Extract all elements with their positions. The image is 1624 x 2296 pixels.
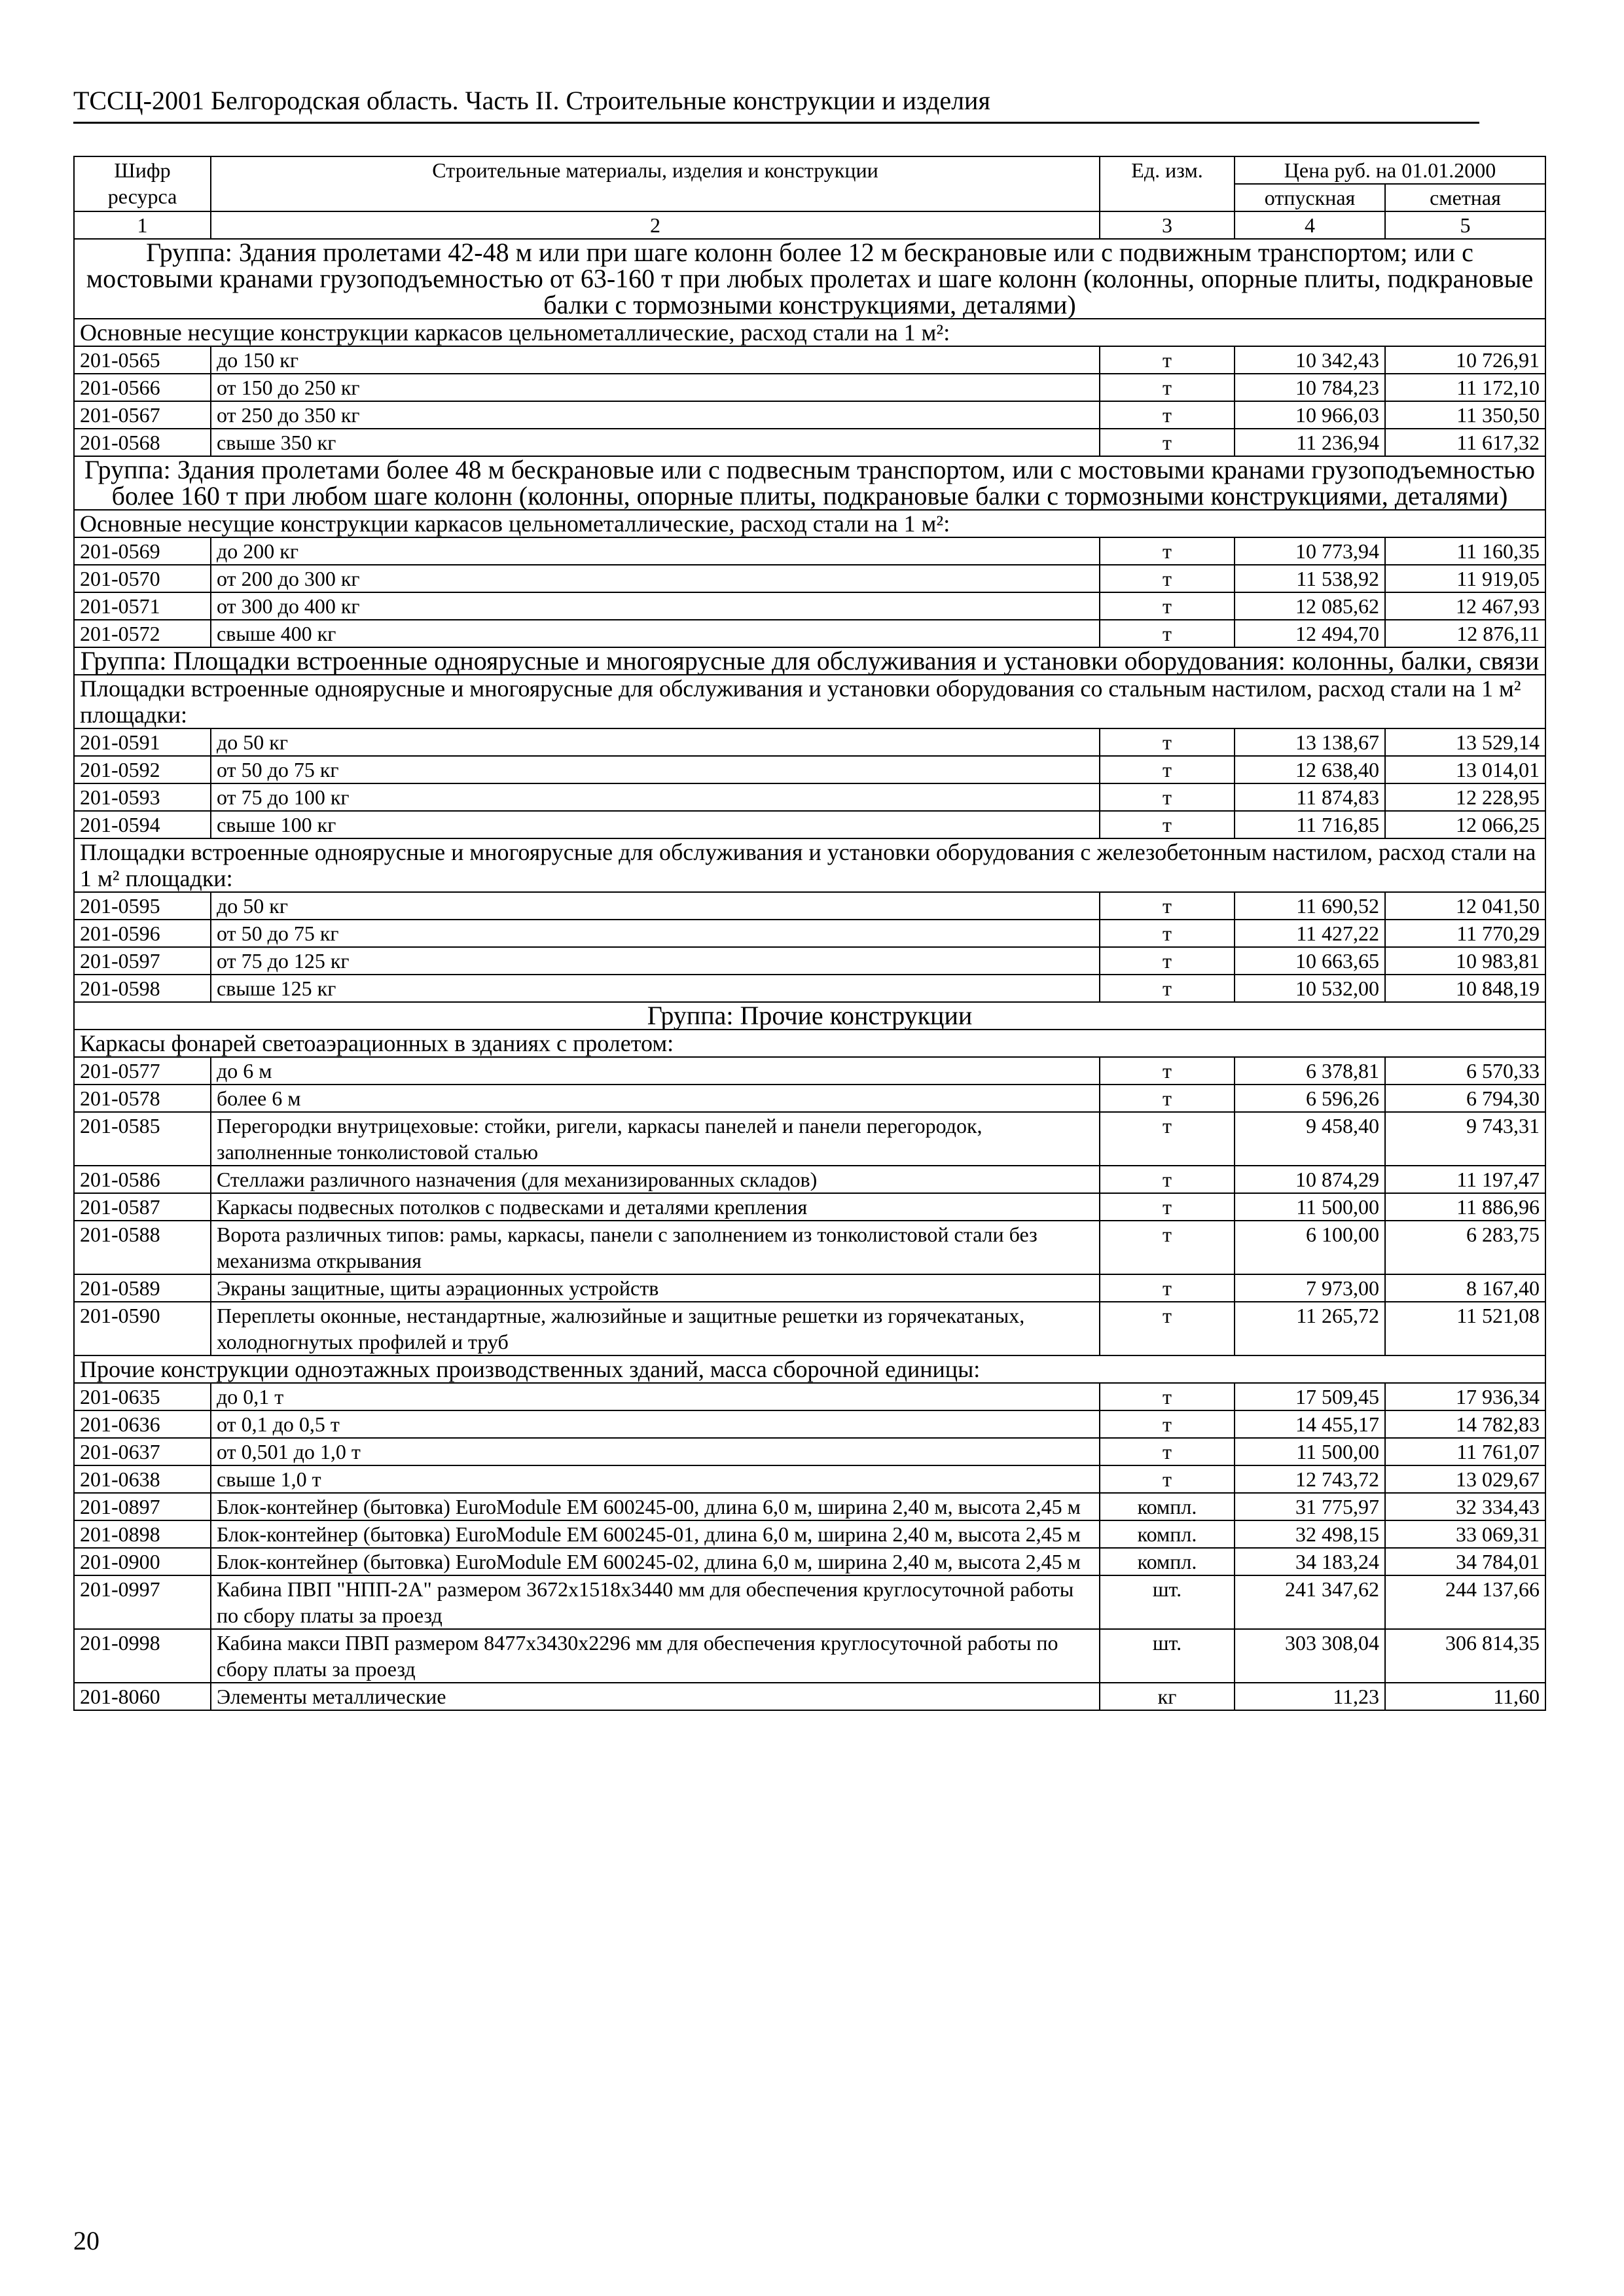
col-unit-header: Ед. изм. [1100,156,1235,211]
estimate-price: 6 570,33 [1385,1057,1545,1085]
estimate-price: 14 782,83 [1385,1410,1545,1438]
release-price: 12 638,40 [1235,756,1385,783]
release-price: 32 498,15 [1235,1520,1385,1548]
resource-code: 201-0595 [74,892,211,920]
group-title: Группа: Здания пролетами 42-48 м или при шаге колонн более 12 м бескрановые или с подвижным транспортом; или с мостовыми кранами грузоподъемностью от 63-160 т при любых пролетах и шаге колонн (колонны, опорные плиты, подкрановые балки с тормозными конструкциями, деталями) [74,239,1545,319]
release-price: 6 100,00 [1235,1221,1385,1274]
subgroup-title: Площадки встроенные одноярусные и многоярусные для обслуживания и установки оборудования с железобетонным настилом, расход стали на 1 м² площадки: [74,838,1545,892]
release-price: 9 458,40 [1235,1112,1385,1166]
table-row [74,728,1545,756]
resource-code: 201-0569 [74,537,211,565]
resource-code: 201-8060 [74,1683,211,1710]
item-name: Кабина ПВП "НПП-2А" размером 3672х1518х3440 мм для обеспечения круглосуточной работы по сбору платы за проезд [211,1575,1100,1629]
estimate-price: 12 228,95 [1385,783,1545,811]
item-name: от 0,1 до 0,5 т [211,1410,1100,1438]
item-name: Блок-контейнер (бытовка) EuroModule EM 600245-00, длина 6,0 м, ширина 2,40 м, высота 2,45 м [211,1493,1100,1520]
item-name: до 0,1 т [211,1383,1100,1410]
price-table [73,156,1546,1711]
estimate-price: 34 784,01 [1385,1548,1545,1575]
resource-code: 201-0593 [74,783,211,811]
resource-code: 201-0597 [74,947,211,975]
estimate-price: 12 041,50 [1385,892,1545,920]
resource-code: 201-0897 [74,1493,211,1520]
item-name: Каркасы подвесных потолков с подвесками и деталями крепления [211,1193,1100,1221]
release-price: 11 716,85 [1235,811,1385,838]
table-row [74,374,1545,401]
unit-cell: т [1100,346,1235,374]
estimate-price: 11 160,35 [1385,537,1545,565]
group-title: Группа: Прочие конструкции [74,1002,1545,1030]
table-row [74,1057,1545,1085]
item-name: от 75 до 100 кг [211,783,1100,811]
unit-cell: т [1100,1221,1235,1274]
item-name: от 50 до 75 кг [211,756,1100,783]
resource-code: 201-0568 [74,429,211,456]
resource-code: 201-0565 [74,346,211,374]
unit-cell: т [1100,374,1235,401]
unit-cell: т [1100,620,1235,647]
item-name: от 0,501 до 1,0 т [211,1438,1100,1465]
estimate-price: 8 167,40 [1385,1274,1545,1302]
item-name: от 200 до 300 кг [211,565,1100,592]
table-row [74,1410,1545,1438]
unit-cell: т [1100,401,1235,429]
release-price: 10 966,03 [1235,401,1385,429]
table-row [74,1438,1545,1465]
table-row [74,1166,1545,1193]
subgroup-title: Основные несущие конструкции каркасов цельнометаллические, расход стали на 1 м²: [74,510,1545,537]
subgroup-row [74,510,1545,537]
table-row [74,1302,1545,1355]
group-title-row [74,239,1545,319]
release-price: 34 183,24 [1235,1548,1385,1575]
resource-code: 201-0585 [74,1112,211,1166]
unit-cell: шт. [1100,1629,1235,1683]
item-name: от 50 до 75 кг [211,920,1100,947]
item-name: до 150 кг [211,346,1100,374]
unit-cell: т [1100,565,1235,592]
subgroup-row [74,319,1545,346]
subgroup-row [74,1355,1545,1383]
subgroup-row [74,675,1545,728]
release-price: 7 973,00 [1235,1274,1385,1302]
estimate-price: 11,60 [1385,1683,1545,1710]
unit-cell: т [1100,537,1235,565]
table-row [74,892,1545,920]
release-price: 11 265,72 [1235,1302,1385,1355]
resource-code: 201-0997 [74,1575,211,1629]
item-name: от 250 до 350 кг [211,401,1100,429]
unit-cell: т [1100,1274,1235,1302]
unit-cell: компл. [1100,1493,1235,1520]
item-name: до 6 м [211,1057,1100,1085]
resource-code: 201-0898 [74,1520,211,1548]
table-row [74,1085,1545,1112]
resource-code: 201-0598 [74,975,211,1002]
release-price: 12 743,72 [1235,1465,1385,1493]
estimate-price: 17 936,34 [1385,1383,1545,1410]
release-price: 241 347,62 [1235,1575,1385,1629]
item-name: Переплеты оконные, нестандартные, жалюзийные и защитные решетки из горячекатаных, холодногнутых профилей и труб [211,1302,1100,1355]
col-number: 3 [1100,211,1235,239]
group-title-row [74,647,1545,675]
col-number: 5 [1385,211,1545,239]
release-price: 12 494,70 [1235,620,1385,647]
resource-code: 201-0635 [74,1383,211,1410]
item-name: до 50 кг [211,892,1100,920]
resource-code: 201-0998 [74,1629,211,1683]
resource-code: 201-0591 [74,728,211,756]
col-code-header: Шифр ресурса [74,156,211,211]
table-row [74,756,1545,783]
estimate-price: 10 983,81 [1385,947,1545,975]
col-number: 4 [1235,211,1385,239]
unit-cell: т [1100,756,1235,783]
estimate-price: 244 137,66 [1385,1575,1545,1629]
unit-cell: т [1100,1410,1235,1438]
unit-cell: т [1100,1085,1235,1112]
unit-cell: т [1100,1193,1235,1221]
col-number: 1 [74,211,211,239]
estimate-price: 11 521,08 [1385,1302,1545,1355]
resource-code: 201-0572 [74,620,211,647]
release-price: 11 874,83 [1235,783,1385,811]
table-row [74,401,1545,429]
unit-cell: т [1100,1438,1235,1465]
resource-code: 201-0590 [74,1302,211,1355]
unit-cell: т [1100,947,1235,975]
estimate-price: 11 617,32 [1385,429,1545,456]
resource-code: 201-0571 [74,592,211,620]
unit-cell: кг [1100,1683,1235,1710]
estimate-price: 9 743,31 [1385,1112,1545,1166]
release-price: 303 308,04 [1235,1629,1385,1683]
resource-code: 201-0594 [74,811,211,838]
release-price: 10 663,65 [1235,947,1385,975]
table-row [74,1465,1545,1493]
item-name: от 300 до 400 кг [211,592,1100,620]
release-price: 11 538,92 [1235,565,1385,592]
release-price: 6 378,81 [1235,1057,1385,1085]
subgroup-row [74,1030,1545,1057]
table-row [74,783,1545,811]
subgroup-title: Прочие конструкции одноэтажных производственных зданий, масса сборочной единицы: [74,1355,1545,1383]
unit-cell: т [1100,1302,1235,1355]
resource-code: 201-0577 [74,1057,211,1085]
table-row [74,429,1545,456]
release-price: 14 455,17 [1235,1410,1385,1438]
estimate-price: 11 197,47 [1385,1166,1545,1193]
estimate-price: 12 467,93 [1385,592,1545,620]
unit-cell: т [1100,920,1235,947]
estimate-price: 6 794,30 [1385,1085,1545,1112]
release-price: 17 509,45 [1235,1383,1385,1410]
release-price: 11 690,52 [1235,892,1385,920]
release-price: 12 085,62 [1235,592,1385,620]
resource-code: 201-0589 [74,1274,211,1302]
group-title-row [74,456,1545,510]
column-number-row [74,211,1545,239]
release-price: 11 500,00 [1235,1438,1385,1465]
estimate-price: 11 886,96 [1385,1193,1545,1221]
subgroup-title: Площадки встроенные одноярусные и многоярусные для обслуживания и установки оборудования со стальным настилом, расход стали на 1 м² площадки: [74,675,1545,728]
item-name: от 150 до 250 кг [211,374,1100,401]
unit-cell: т [1100,1057,1235,1085]
estimate-price: 11 761,07 [1385,1438,1545,1465]
estimate-price: 12 876,11 [1385,620,1545,647]
resource-code: 201-0900 [74,1548,211,1575]
table-header-row [74,156,1545,184]
resource-code: 201-0636 [74,1410,211,1438]
item-name: Экраны защитные, щиты аэрационных устройств [211,1274,1100,1302]
table-row [74,1193,1545,1221]
unit-cell: т [1100,892,1235,920]
resource-code: 201-0596 [74,920,211,947]
group-title: Группа: Площадки встроенные одноярусные и многоярусные для обслуживания и установки оборудования: колонны, балки, связи [74,647,1545,675]
estimate-price: 13 529,14 [1385,728,1545,756]
item-name: Ворота различных типов: рамы, каркасы, панели с заполнением из тонколистовой стали без механизма открывания [211,1221,1100,1274]
table-row [74,1383,1545,1410]
release-price: 10 784,23 [1235,374,1385,401]
estimate-price: 32 334,43 [1385,1493,1545,1520]
col-estimate-header: сметная [1385,184,1545,211]
group-title: Группа: Здания пролетами более 48 м бескрановые или с подвесным транспортом, или с мостовыми кранами грузоподъемностью более 160 т при любом шаге колонн (колонны, опорные плиты, подкрановые балки с тормозными конструкциями, деталями) [74,456,1545,510]
item-name: Блок-контейнер (бытовка) EuroModule EM 600245-02, длина 6,0 м, ширина 2,40 м, высота 2,45 м [211,1548,1100,1575]
unit-cell: т [1100,429,1235,456]
release-price: 11 500,00 [1235,1193,1385,1221]
resource-code: 201-0566 [74,374,211,401]
table-row [74,920,1545,947]
item-name: до 50 кг [211,728,1100,756]
table-row [74,1683,1545,1710]
item-name: Перегородки внутрицеховые: стойки, ригели, каркасы панелей и панели перегородок, заполненные тонколистовой сталью [211,1112,1100,1166]
estimate-price: 10 848,19 [1385,975,1545,1002]
table-row [74,1629,1545,1683]
estimate-price: 12 066,25 [1385,811,1545,838]
item-name: Блок-контейнер (бытовка) EuroModule EM 600245-01, длина 6,0 м, ширина 2,40 м, высота 2,45 м [211,1520,1100,1548]
estimate-price: 11 770,29 [1385,920,1545,947]
col-name-header: Строительные материалы, изделия и конструкции [211,156,1100,211]
unit-cell: компл. [1100,1548,1235,1575]
table-row [74,346,1545,374]
unit-cell: т [1100,592,1235,620]
resource-code: 201-0638 [74,1465,211,1493]
unit-cell: т [1100,1383,1235,1410]
resource-code: 201-0592 [74,756,211,783]
table-row [74,565,1545,592]
release-price: 10 773,94 [1235,537,1385,565]
estimate-price: 11 350,50 [1385,401,1545,429]
estimate-price: 13 029,67 [1385,1465,1545,1493]
unit-cell: т [1100,1112,1235,1166]
estimate-price: 11 172,10 [1385,374,1545,401]
col-number: 2 [211,211,1100,239]
table-row [74,947,1545,975]
resource-code: 201-0637 [74,1438,211,1465]
estimate-price: 13 014,01 [1385,756,1545,783]
item-name: свыше 100 кг [211,811,1100,838]
page-header: ТССЦ-2001 Белгородская область. Часть II. Строительные конструкции и изделия [73,85,1479,124]
item-name: Кабина макси ПВП размером 8477х3430х2296 мм для обеспечения круглосуточной работы по сбору платы за проезд [211,1629,1100,1683]
table-row [74,1274,1545,1302]
subgroup-title: Основные несущие конструкции каркасов цельнометаллические, расход стали на 1 м²: [74,319,1545,346]
estimate-price: 10 726,91 [1385,346,1545,374]
resource-code: 201-0570 [74,565,211,592]
estimate-price: 6 283,75 [1385,1221,1545,1274]
release-price: 11 427,22 [1235,920,1385,947]
table-row [74,975,1545,1002]
unit-cell: т [1100,728,1235,756]
unit-cell: шт. [1100,1575,1235,1629]
subgroup-title: Каркасы фонарей светоаэрационных в зданиях с пролетом: [74,1030,1545,1057]
unit-cell: т [1100,975,1235,1002]
table-row [74,1493,1545,1520]
table-row [74,1520,1545,1548]
table-row [74,1548,1545,1575]
unit-cell: т [1100,1465,1235,1493]
table-row [74,1575,1545,1629]
subgroup-row [74,838,1545,892]
unit-cell: т [1100,811,1235,838]
item-name: более 6 м [211,1085,1100,1112]
col-release-header: отпускная [1235,184,1385,211]
table-row [74,537,1545,565]
estimate-price: 33 069,31 [1385,1520,1545,1548]
table-row [74,1112,1545,1166]
table-row [74,592,1545,620]
release-price: 10 342,43 [1235,346,1385,374]
release-price: 11 236,94 [1235,429,1385,456]
group-title-row [74,1002,1545,1030]
table-row [74,811,1545,838]
resource-code: 201-0586 [74,1166,211,1193]
resource-code: 201-0587 [74,1193,211,1221]
item-name: Стеллажи различного назначения (для механизированных складов) [211,1166,1100,1193]
item-name: до 200 кг [211,537,1100,565]
unit-cell: т [1100,1166,1235,1193]
unit-cell: компл. [1100,1520,1235,1548]
estimate-price: 306 814,35 [1385,1629,1545,1683]
table-row [74,1221,1545,1274]
unit-cell: т [1100,783,1235,811]
table-row [74,620,1545,647]
item-name: Элементы металлические [211,1683,1100,1710]
item-name: свыше 125 кг [211,975,1100,1002]
resource-code: 201-0588 [74,1221,211,1274]
resource-code: 201-0578 [74,1085,211,1112]
item-name: свыше 1,0 т [211,1465,1100,1493]
release-price: 6 596,26 [1235,1085,1385,1112]
resource-code: 201-0567 [74,401,211,429]
release-price: 11,23 [1235,1683,1385,1710]
item-name: свыше 350 кг [211,429,1100,456]
page-number: 20 [73,2226,99,2255]
release-price: 13 138,67 [1235,728,1385,756]
col-price-header: Цена руб. на 01.01.2000 [1235,156,1545,184]
release-price: 10 532,00 [1235,975,1385,1002]
release-price: 10 874,29 [1235,1166,1385,1193]
release-price: 31 775,97 [1235,1493,1385,1520]
item-name: от 75 до 125 кг [211,947,1100,975]
item-name: свыше 400 кг [211,620,1100,647]
estimate-price: 11 919,05 [1385,565,1545,592]
